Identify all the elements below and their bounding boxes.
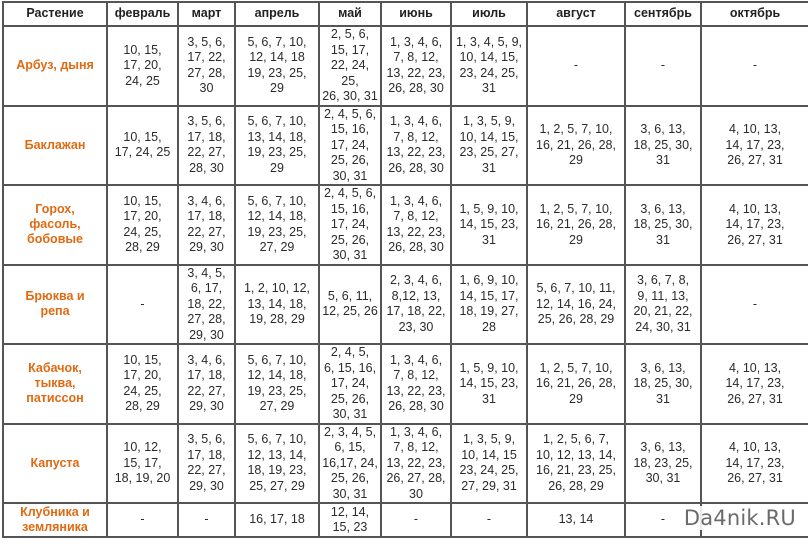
dates-cell: - — [107, 265, 178, 345]
dates-cell: 3, 6, 7, 8, 9, 11, 13, 20, 21, 22, 24, 30, 31 — [625, 265, 701, 345]
dates-cell: 3, 6, 13, 18, 25, 30, 31 — [625, 185, 701, 265]
column-header-plant: Растение — [3, 2, 107, 26]
dates-cell: 3, 6, 13, 18, 25, 30, 31 — [625, 344, 701, 424]
dates-cell: 4, 10, 13, 14, 17, 23, 26, 27, 31 — [701, 185, 808, 265]
crop-name: Баклажан — [3, 106, 107, 186]
dates-cell: 2, 4, 5, 6, 15, 16, 17, 24, 25, 26, 30, 31 — [319, 344, 381, 424]
table-row — [3, 185, 808, 265]
dates-cell: 1, 3, 4, 6, 7, 8, 12, 13, 22, 23, 26, 28, 30 — [381, 344, 451, 424]
dates-cell: 13, 14 — [527, 503, 625, 537]
dates-cell: 1, 3, 4, 6, 7, 8, 12, 13, 22, 23, 26, 28, 30 — [381, 185, 451, 265]
dates-cell: 10, 12, 15, 17, 18, 19, 20 — [107, 424, 178, 504]
column-header-may: май — [319, 2, 381, 26]
dates-cell: 1, 2, 10, 12, 13, 14, 18, 19, 28, 29 — [235, 265, 319, 345]
dates-cell: - — [381, 503, 451, 537]
dates-cell: 5, 6, 7, 10, 11, 12, 14, 16, 24, 25, 26, 28, 29 — [527, 265, 625, 345]
dates-cell: 5, 6, 7, 10, 13, 14, 18, 19, 23, 25, 29 — [235, 106, 319, 186]
crop-name: Брюква и репа — [3, 265, 107, 345]
dates-cell: 3, 5, 6, 17, 18, 22, 27, 29, 30 — [178, 424, 235, 504]
dates-cell: 3, 4, 6, 17, 18, 22, 27, 29, 30 — [178, 185, 235, 265]
dates-cell: 1, 3, 5, 9, 10, 14, 15, 23, 25, 27, 31 — [451, 106, 527, 186]
column-header-september: сентябрь — [625, 2, 701, 26]
dates-cell: 1, 2, 5, 7, 10, 16, 21, 26, 28, 29 — [527, 344, 625, 424]
table-row — [3, 265, 808, 345]
dates-cell: - — [107, 503, 178, 537]
crop-name: Горох, фасоль, бобовые — [3, 185, 107, 265]
table-row — [3, 344, 808, 424]
column-header-february: февраль — [107, 2, 178, 26]
dates-cell: 10, 15, 17, 24, 25 — [107, 106, 178, 186]
dates-cell: 1, 2, 5, 6, 7, 10, 12, 13, 14, 16, 21, 23, 25, 26, 28, 29 — [527, 424, 625, 504]
dates-cell: 3, 4, 6, 17, 18, 22, 27, 29, 30 — [178, 344, 235, 424]
dates-cell: 1, 3, 4, 6, 7, 8, 12, 13, 22, 23, 26, 28, 30 — [381, 106, 451, 186]
table-row — [3, 106, 808, 186]
column-header-march: март — [178, 2, 235, 26]
dates-cell: 5, 6, 11, 12, 25, 26 — [319, 265, 381, 345]
dates-cell: 1, 2, 5, 7, 10, 16, 21, 26, 28, 29 — [527, 106, 625, 186]
dates-cell: 3, 5, 6, 17, 22, 27, 28, 30 — [178, 26, 235, 106]
dates-cell: - — [451, 503, 527, 537]
dates-cell: 16, 17, 18 — [235, 503, 319, 537]
crop-name: Кабачок, тыква, патиссон — [3, 344, 107, 424]
dates-cell: 3, 6, 13, 18, 25, 30, 31 — [625, 106, 701, 186]
dates-cell: - — [527, 26, 625, 106]
dates-cell: 3, 4, 5, 6, 17, 18, 22, 27, 28, 29, 30 — [178, 265, 235, 345]
dates-cell: 1, 3, 5, 9, 10, 14, 15 23, 24, 25, 27, 29, 31 — [451, 424, 527, 504]
dates-cell: 4, 10, 13, 14, 17, 23, 26, 27, 31 — [701, 106, 808, 186]
site-watermark: Da4nik.RU — [683, 506, 796, 530]
column-header-august: август — [527, 2, 625, 26]
dates-cell: 5, 6, 7, 10, 12, 14, 18, 19, 23, 25, 27, 29 — [235, 185, 319, 265]
dates-cell: 2, 5, 6, 15, 17, 22, 24, 25, 26, 30, 31 — [319, 26, 381, 106]
dates-cell: - — [701, 26, 808, 106]
dates-cell: 5, 6, 7, 10, 12, 14, 18 19, 23, 25, 29 — [235, 26, 319, 106]
dates-cell: 3, 6, 13, 18, 23, 25, 30, 31 — [625, 424, 701, 504]
dates-cell: 2, 4, 5, 6, 15, 16, 17, 24, 25, 26, 30, 31 — [319, 106, 381, 186]
dates-cell: - — [178, 503, 235, 537]
dates-cell: 1, 3, 4, 6, 7, 8, 12, 13, 22, 23, 26, 28, 30 — [381, 26, 451, 106]
dates-cell: 1, 5, 9, 10, 14, 15, 23, 31 — [451, 344, 527, 424]
dates-cell: 4, 10, 13, 14, 17, 23, 26, 27, 31 — [701, 344, 808, 424]
crop-name: Капуста — [3, 424, 107, 504]
dates-cell: 2, 3, 4, 6, 8,12, 13, 17, 18, 22, 23, 30 — [381, 265, 451, 345]
dates-cell: 2, 3, 4, 5, 6, 15, 16,17, 24, 25, 26, 30, 31 — [319, 424, 381, 504]
dates-cell: - — [625, 503, 701, 537]
column-header-june: июнь — [381, 2, 451, 26]
column-header-july: июль — [451, 2, 527, 26]
planting-calendar-table — [2, 1, 808, 538]
crop-name: Клубника и земляника — [3, 503, 107, 537]
dates-cell: 12, 14, 15, 23 — [319, 503, 381, 537]
table-row — [3, 26, 808, 106]
dates-cell: 3, 5, 6, 17, 18, 22, 27, 28, 30 — [178, 106, 235, 186]
dates-cell: 5, 6, 7, 10, 12, 13, 14, 18, 19, 23, 25, 27, 29 — [235, 424, 319, 504]
table-header-row — [3, 2, 808, 26]
dates-cell: 1, 5, 9, 10, 14, 15, 23, 31 — [451, 185, 527, 265]
planting-calendar — [2, 1, 808, 546]
dates-cell: 10, 15, 17, 20, 24, 25, 28, 29 — [107, 185, 178, 265]
dates-cell: 10, 15, 17, 20, 24, 25 — [107, 26, 178, 106]
dates-cell: 1, 6, 9, 10, 14, 15, 17, 18, 19, 27, 28 — [451, 265, 527, 345]
dates-cell: - — [625, 26, 701, 106]
column-header-april: апрель — [235, 2, 319, 26]
crop-name: Арбуз, дыня — [3, 26, 107, 106]
dates-cell: 1, 3, 4, 5, 9, 10, 14, 15, 23, 24, 25, 31 — [451, 26, 527, 106]
table-row — [3, 424, 808, 504]
column-header-october: октябрь — [701, 2, 808, 26]
dates-cell: 1, 3, 4, 6, 7, 8, 12, 13, 22, 23, 26, 27, 28, 30 — [381, 424, 451, 504]
dates-cell: 1, 2, 5, 7, 10, 16, 21, 26, 28, 29 — [527, 185, 625, 265]
dates-cell: - — [701, 265, 808, 345]
dates-cell: 10, 15, 17, 20, 24, 25, 28, 29 — [107, 344, 178, 424]
dates-cell: 2, 4, 5, 6, 15, 16, 17, 24, 25, 26, 30, 31 — [319, 185, 381, 265]
dates-cell: 4, 10, 13, 14, 17, 23, 26, 27, 31 — [701, 424, 808, 504]
dates-cell: 5, 6, 7, 10, 12, 14, 18, 19, 23, 25, 27, 29 — [235, 344, 319, 424]
